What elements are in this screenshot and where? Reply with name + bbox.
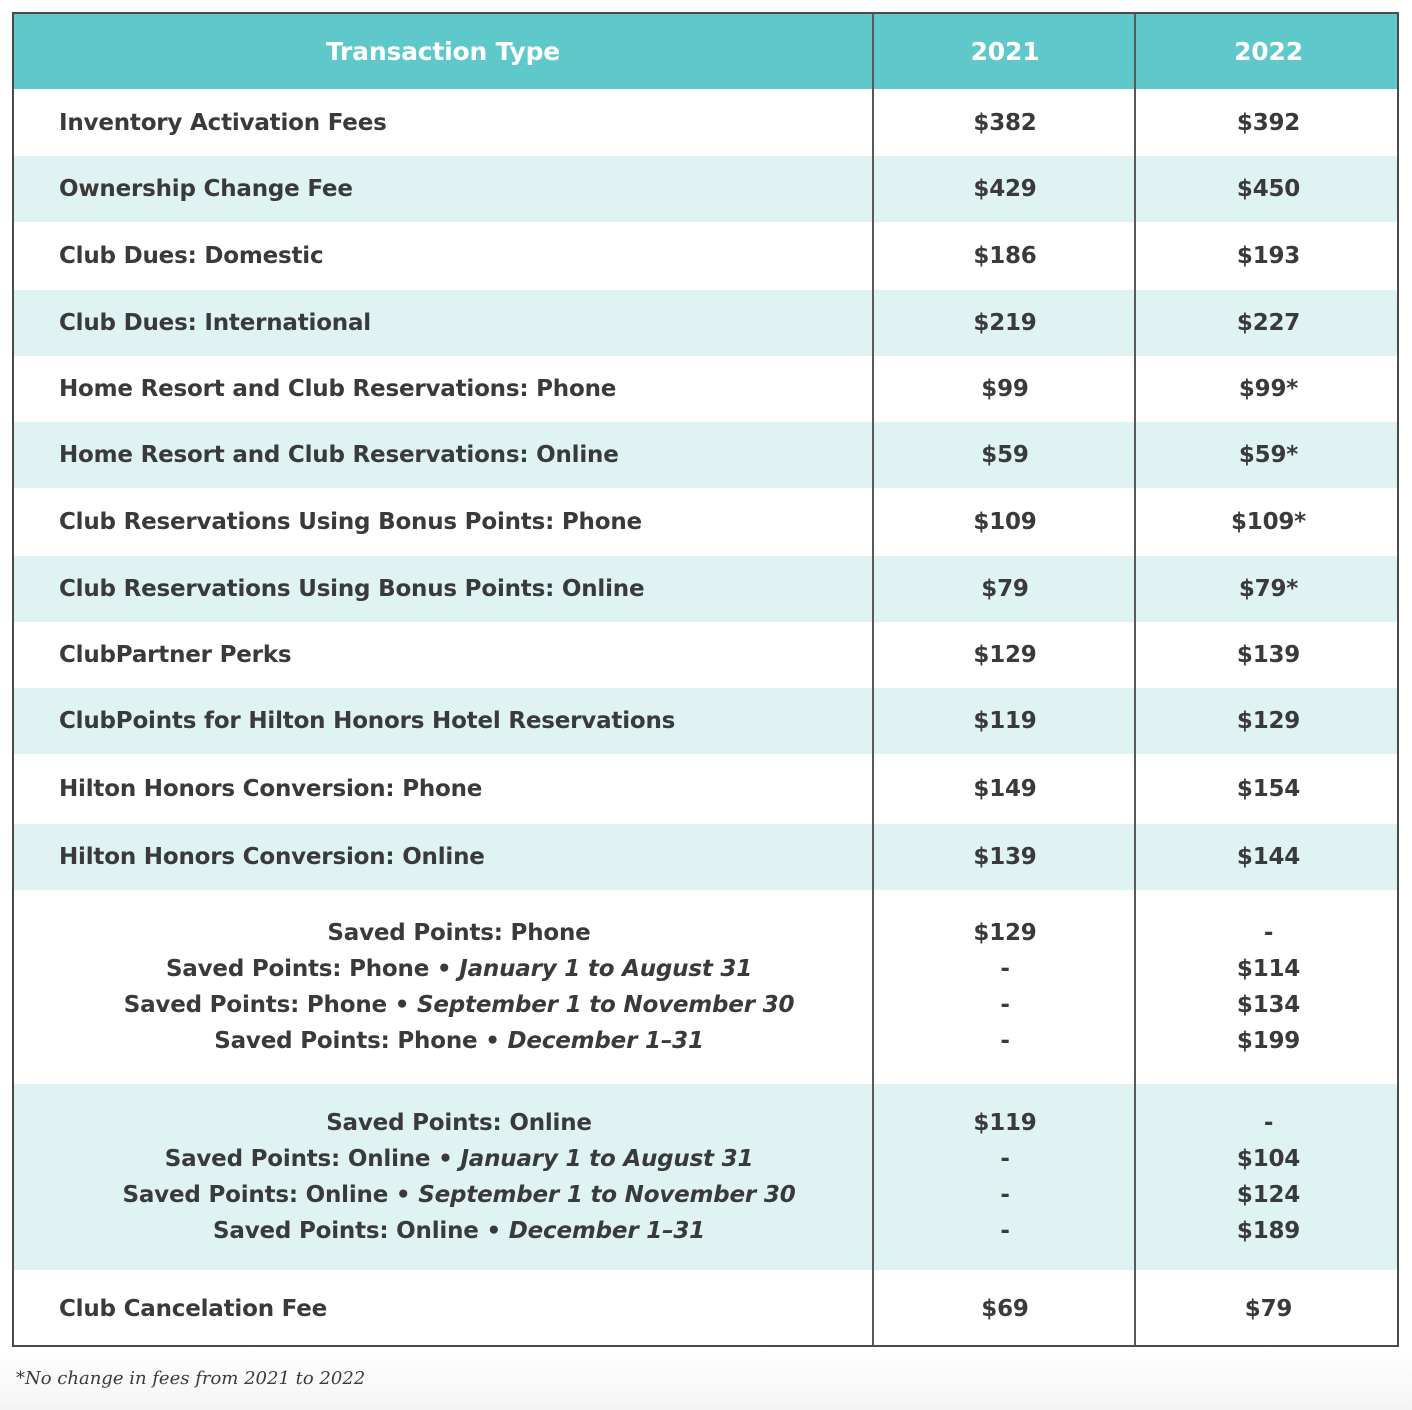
- fee-2021: $99: [981, 376, 1029, 402]
- fee-2021: $382: [973, 109, 1037, 136]
- fee-2022: $99*: [1238, 376, 1299, 402]
- saved-online-line: Saved Points: Online • December 1–31: [213, 1218, 705, 1244]
- table-row: [14, 156, 1399, 222]
- fee-2022: $79*: [1238, 576, 1299, 602]
- table-row: [14, 356, 1399, 422]
- fee-2021: $129: [973, 642, 1037, 668]
- saved-online-line: Saved Points: Online • January 1 to August 31: [164, 1146, 754, 1172]
- fee-2022: $193: [1236, 243, 1301, 269]
- table-header: [14, 14, 1399, 89]
- fee-2021: $69: [981, 1295, 1029, 1322]
- fee-2022: $227: [1236, 310, 1301, 336]
- table-row: [14, 754, 1399, 824]
- footnote: *No change in fees from 2021 to 2022: [16, 1368, 366, 1389]
- fee-2022: $79: [1244, 1295, 1293, 1322]
- transaction-type: Inventory Activation Fees: [59, 109, 387, 136]
- transaction-type: Hilton Honors Conversion: Online: [59, 844, 485, 870]
- column-divider: [872, 14, 874, 1347]
- header-transaction-type: Transaction Type: [325, 37, 561, 66]
- transaction-type: Club Cancelation Fee: [59, 1295, 328, 1322]
- table-row: [14, 556, 1399, 622]
- transaction-type: Ownership Change Fee: [59, 176, 353, 202]
- fee-2021: $119: [973, 708, 1037, 734]
- saved-online-line: Saved Points: Online • September 1 to November 30: [122, 1182, 796, 1208]
- table-row: [14, 422, 1399, 488]
- table-row: [14, 89, 1399, 156]
- transaction-type: ClubPoints for Hilton Honors Hotel Reservations: [59, 708, 676, 734]
- table-row: [14, 290, 1399, 356]
- saved-points-online-row: [14, 1084, 1399, 1270]
- transaction-type: Club Dues: International: [59, 310, 371, 336]
- saved-phone-line: Saved Points: Phone • January 1 to August 31: [165, 956, 753, 982]
- transaction-type: Club Reservations Using Bonus Points: Phone: [59, 509, 642, 535]
- column-divider: [1134, 14, 1136, 1347]
- fee-2022: $129: [1236, 708, 1301, 734]
- fee-2021: $139: [973, 844, 1037, 870]
- saved-phone-line: Saved Points: Phone: [327, 920, 591, 946]
- saved-phone-line: Saved Points: Phone • September 1 to November 30: [123, 992, 795, 1018]
- header-2021: 2021: [970, 37, 1040, 66]
- transaction-type: Hilton Honors Conversion: Phone: [59, 776, 483, 802]
- table-row: [14, 622, 1399, 688]
- fee-2021: $429: [973, 176, 1037, 202]
- fee-2022: $392: [1236, 109, 1301, 136]
- transaction-type: Club Dues: Domestic: [59, 243, 324, 269]
- transaction-type: [59, 890, 859, 1084]
- fee-2021: $149: [973, 776, 1037, 802]
- fee-2021: $109: [973, 509, 1037, 535]
- table-row: [14, 688, 1399, 754]
- transaction-type: Home Resort and Club Reservations: Online: [59, 442, 619, 468]
- fee-2021: $79: [981, 576, 1029, 602]
- fee-2022: $109*: [1230, 509, 1307, 535]
- fee-2021: $219: [973, 310, 1037, 336]
- transaction-type: Club Reservations Using Bonus Points: Online: [59, 576, 645, 602]
- transaction-type: Home Resort and Club Reservations: Phone: [59, 376, 617, 402]
- fee-2021: $129 - - -: [973, 920, 1037, 1054]
- saved-points-phone-row: [14, 890, 1399, 1084]
- fee-2021: $119 - - -: [973, 1110, 1037, 1244]
- table-row: [14, 222, 1399, 290]
- header-2022: 2022: [1234, 37, 1303, 66]
- fee-2022: - $104 $124 $189: [1236, 1110, 1301, 1244]
- table-row: [14, 488, 1399, 556]
- fee-2022: $144: [1236, 844, 1301, 870]
- fee-2022: $450: [1236, 176, 1301, 202]
- fee-2021: $186: [973, 243, 1037, 269]
- saved-online-line: Saved Points: Online: [326, 1110, 592, 1136]
- fee-2022: - $114 $134 $199: [1236, 920, 1301, 1054]
- saved-phone-line: Saved Points: Phone • December 1–31: [214, 1028, 704, 1054]
- fee-2022: $59*: [1238, 442, 1299, 468]
- transaction-type: [59, 1084, 859, 1270]
- table-row: [14, 1270, 1399, 1347]
- fee-2022: $139: [1236, 642, 1301, 668]
- table-row: [14, 824, 1399, 890]
- fee-2021: $59: [981, 442, 1029, 468]
- transaction-type: ClubPartner Perks: [59, 642, 292, 668]
- fee-2022: $154: [1236, 776, 1301, 802]
- fee-table: [12, 12, 1399, 1347]
